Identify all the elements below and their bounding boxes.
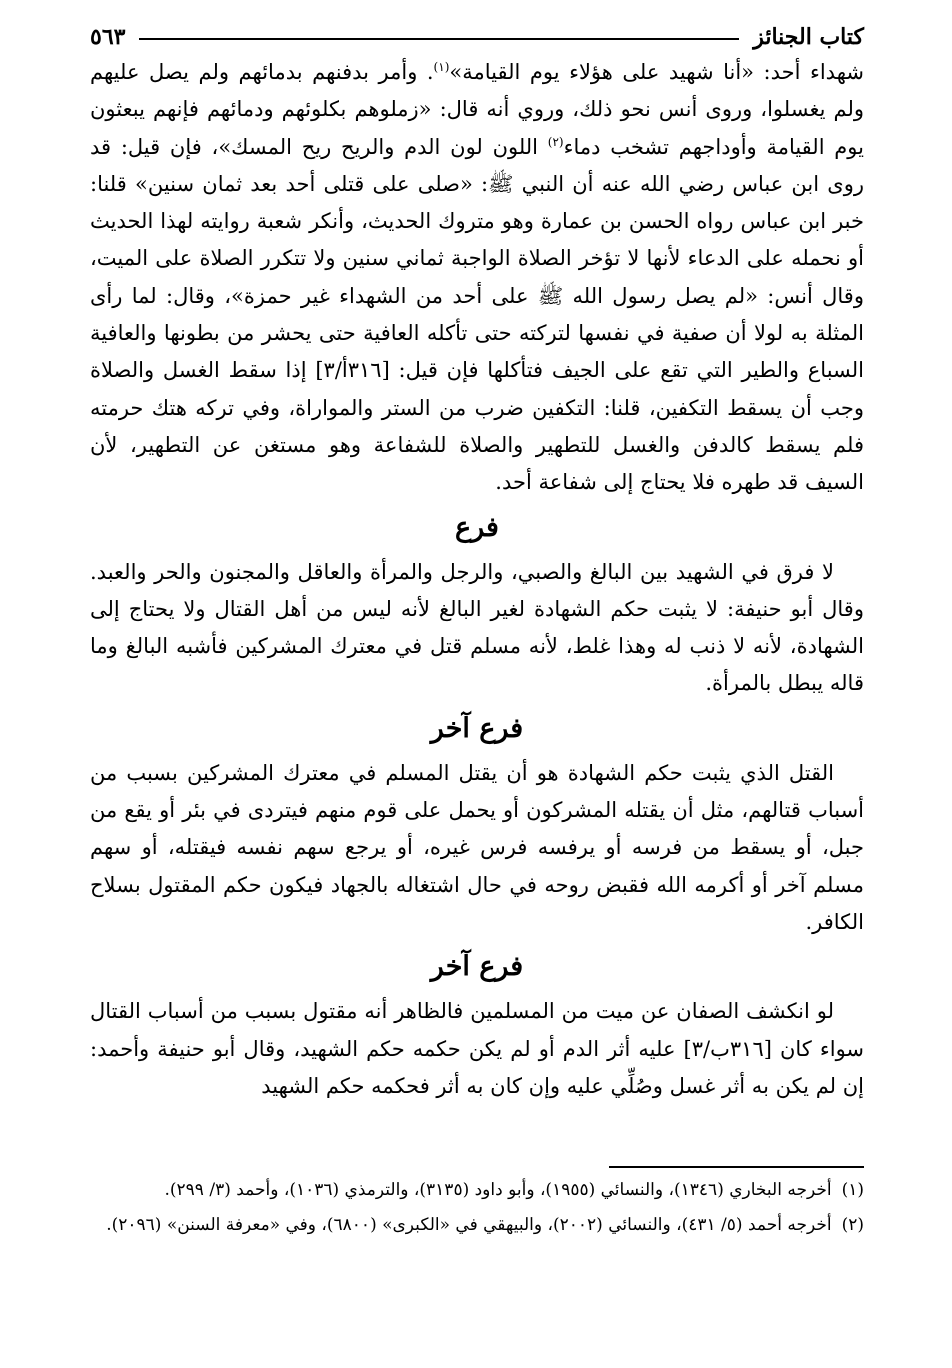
section-heading-2: فرع آخر <box>430 712 524 744</box>
section-paragraph-3: لو انكشف الصفان عن ميت من المسلمين فالظاهر أنه مقتول بسبب من أسباب القتال سواء كان [٣١٦ب/٣] عليه أثر الدم أو لم يكن حكمه حكم الشهيد، وقال أبو حنيفة وأحمد: إن لم يكن به أثر غسل وصُلِّي عليه وإن كان به أثر فحكمه حكم الشهيد <box>90 999 865 1098</box>
section-heading-3: فرع آخر <box>430 951 524 983</box>
intro-text-part-1: شهداء أحد: «أنا شهيد على هؤلاء يوم القيامة» <box>449 60 864 84</box>
chapter-title: كتاب الجنائز <box>753 24 864 50</box>
intro-paragraph <box>90 54 864 502</box>
footnotes <box>90 1176 864 1246</box>
footnote-item <box>90 1176 864 1205</box>
footnote-separator <box>609 1166 864 1168</box>
footnote-text: أخرجه أحمد (٥/ ٤٣١)، والنسائي (٢٠٠٢)، والبيهقي في «الكبرى» (٦٨٠٠)، وفي «معرفة السنن» (٢٠٩٦). <box>106 1215 832 1235</box>
intro-text-part-2: . وأمر بدفنهم بدمائهم ولم يصل عليهم ولم يغسلوا، وروى أنس نحو ذلك، وروي أنه قال: «زملوهم بكلوئهم ودمائهم فإنهم يبعثون يوم القيامة وأوداجهم تشخب دماء <box>90 60 864 159</box>
footnote-number: (٢) <box>841 1215 864 1235</box>
section-paragraph-2: القتل الذي يثبت حكم الشهادة هو أن يقتل المسلم في معترك المشركين بسبب من أسباب قتالهم، مثل أن يقتله المشركون أو يحمل على قوم منهم فيتردى في بئر أو يقع من جبل، أو يسقط من فرسه أو يرفسه فرس غيره، أو يرجع سهم نفسه فيقتله، أو سهم مسلم آخر أو أكرمه الله فقبض روحه في حال اشتغاله بالجهاد فيكون حكم المقتول بسلاح الكافر. <box>90 760 864 934</box>
page-number: ٥٦٣ <box>90 24 126 50</box>
intro-text-part-3: اللون لون الدم والريح ريح المسك»، فإن قيل: قد روى ابن عباس رضي الله عنه أن النبي ﷺ: «صلى على قتلى أحد بعد ثمان سنين» قلنا: خبر ابن عباس رواه الحسن بن عمارة وهو متروك الحديث، وأنكر شعبة روايته لهذا الحديث أو نحمله على الدعاء لأنها لا تؤخر الصلاة الواجبة ثماني سنين ولا تتكرر الصلاة على الميت، وقال أنس: «لم يصل رسول الله ﷺ على أحد من الشهداء غير حمزة»، وقال: لما رأى المثلة به لولا أن صفية في نفسها لتركته حتى تأكله العافية حتى يحشر من بطونها والعافية السباع والطير التي تقع على الجيف فتأكلها فإن قيل: [٣١٦أ/٣] إذا سقط الغسل والصلاة وجب أن يسقط التكفين، قلنا: التكفين ضرب من الستر والمواراة، وفي تركه هتك حرمته فلم يسقط كالدفن والغسل للتطهير والصلاة للشفاعة وهو مستغن عن التطهير، لأن السيف قد طهره فلا يحتاج إلى شفاعة أحد. <box>90 134 864 495</box>
footnote-ref-1[interactable]: (١) <box>433 60 450 74</box>
footnote-item <box>90 1211 864 1240</box>
page-header <box>90 20 864 54</box>
section-heading-1: فرع <box>455 511 499 543</box>
header-rule <box>139 38 739 40</box>
section-paragraph-1: لا فرق في الشهيد بين البالغ والصبي، والرجل والمرأة والعاقل والمجنون والحر والعبد. وقال أبو حنيفة: لا يثبت حكم الشهادة لغير البالغ لأنه ليس من أهل القتال ولا يحتاج إلى الشهادة، لأنه لا ذنب له وهذا غلط، لأنه مسلم قتل في معترك المشركين فأشبه البالغ وما قاله يبطل بالمرأة. <box>90 559 864 696</box>
footnote-ref-2[interactable]: (٢) <box>547 134 564 149</box>
footnote-number: (١) <box>841 1180 864 1200</box>
footnote-text: أخرجه البخاري (١٣٤٦)، والنسائي (١٩٥٥)، وأبو داود (٣١٣٥)، والترمذي (١٠٣٦)، وأحمد (٣/ ٢٩٩). <box>164 1180 832 1200</box>
